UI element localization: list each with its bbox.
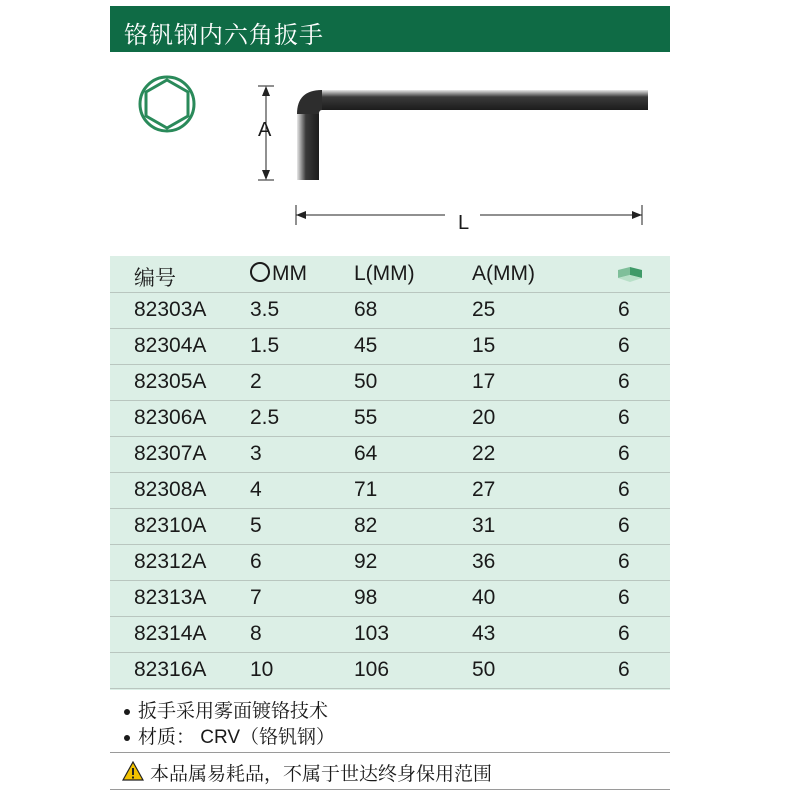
cell-size: 7 (250, 586, 262, 609)
dimension-a-label: A (258, 119, 272, 141)
table-header-row (110, 256, 670, 293)
bullet-icon (124, 735, 130, 741)
header-arm: A(MM) (472, 262, 535, 285)
cell-arm: 31 (472, 514, 496, 537)
table-row (110, 364, 670, 401)
cell-arm: 36 (472, 550, 496, 573)
cell-arm: 43 (472, 622, 496, 645)
cell-arm: 40 (472, 586, 496, 609)
header-size: MM (250, 262, 307, 286)
cell-arm: 20 (472, 406, 496, 429)
cell-qty: 6 (618, 586, 630, 609)
cell-code: 82310A (134, 514, 207, 537)
cell-code: 82305A (134, 370, 207, 393)
cell-code: 82303A (134, 298, 207, 321)
spec-table (110, 256, 670, 690)
hexagon-socket-icon (137, 74, 197, 134)
title-bar (110, 6, 670, 52)
cell-code: 82314A (134, 622, 207, 645)
cell-size: 2 (250, 370, 262, 393)
cell-qty: 6 (618, 478, 630, 501)
warning-text: 本品属易耗品，不属于世达终身保用范围 (150, 764, 493, 785)
cell-length: 98 (354, 586, 378, 609)
warning-icon (122, 761, 144, 781)
table-row (110, 472, 670, 509)
cell-arm: 25 (472, 298, 496, 321)
cell-length: 106 (354, 658, 390, 681)
cell-size: 6 (250, 550, 262, 573)
cell-code: 82306A (134, 406, 207, 429)
table-row (110, 580, 670, 617)
cell-code: 82316A (134, 658, 207, 681)
header-code: 编号 (134, 267, 176, 290)
dimension-l-label: L (458, 212, 470, 234)
table-row (110, 292, 670, 329)
table-row (110, 652, 670, 689)
hexagon-size-icon (250, 262, 270, 282)
cell-qty: 6 (618, 622, 630, 645)
cell-length: 92 (354, 550, 378, 573)
cell-code: 82307A (134, 442, 207, 465)
package-qty-icon (616, 266, 644, 284)
cell-length: 68 (354, 298, 378, 321)
cell-size: 4 (250, 478, 262, 501)
cell-size: 1.5 (250, 334, 280, 357)
page-title: 铬钒钢内六角扳手 (124, 21, 324, 49)
table-row (110, 616, 670, 653)
cell-qty: 6 (618, 550, 630, 573)
cell-size: 5 (250, 514, 262, 537)
cell-qty: 6 (618, 298, 630, 321)
cell-size: 3.5 (250, 298, 280, 321)
bullet-icon (124, 709, 130, 715)
cell-length: 64 (354, 442, 378, 465)
note-finish: 扳手采用雾面镀铬技术 (124, 696, 328, 723)
cell-qty: 6 (618, 514, 630, 537)
cell-length: 55 (354, 406, 378, 429)
table-row (110, 436, 670, 473)
cell-code: 82304A (134, 334, 207, 357)
cell-length: 45 (354, 334, 378, 357)
cell-qty: 6 (618, 370, 630, 393)
cell-size: 10 (250, 658, 274, 681)
cell-size: 3 (250, 442, 262, 465)
cell-qty: 6 (618, 334, 630, 357)
table-row (110, 328, 670, 365)
cell-code: 82313A (134, 586, 207, 609)
cell-size: 2.5 (250, 406, 280, 429)
table-row (110, 508, 670, 545)
cell-arm: 27 (472, 478, 496, 501)
table-row (110, 544, 670, 581)
cell-length: 50 (354, 370, 378, 393)
cell-size: 8 (250, 622, 262, 645)
cell-qty: 6 (618, 658, 630, 681)
note-material: 材质： CRV（铬钒钢） (124, 722, 335, 749)
cell-arm: 50 (472, 658, 496, 681)
table-row (110, 400, 670, 437)
warning-banner (110, 752, 670, 790)
cell-qty: 6 (618, 406, 630, 429)
header-length: L(MM) (354, 262, 415, 285)
cell-arm: 15 (472, 334, 496, 357)
cell-length: 82 (354, 514, 378, 537)
cell-code: 82308A (134, 478, 207, 501)
cell-code: 82312A (134, 550, 207, 573)
cell-qty: 6 (618, 442, 630, 465)
cell-length: 103 (354, 622, 390, 645)
cell-arm: 22 (472, 442, 496, 465)
hex-key-drawing (240, 70, 660, 240)
cell-length: 71 (354, 478, 378, 501)
cell-arm: 17 (472, 370, 496, 393)
